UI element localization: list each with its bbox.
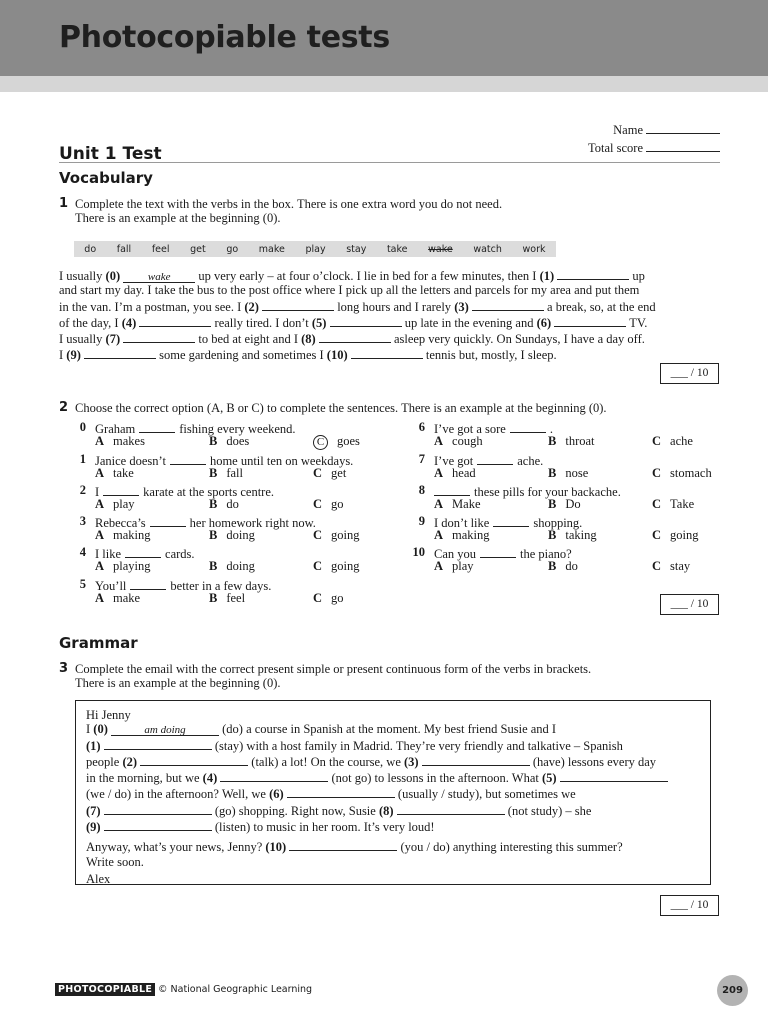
answer-blank[interactable] bbox=[477, 452, 513, 465]
option-a[interactable] bbox=[95, 434, 145, 449]
gap-number: (5) bbox=[541, 771, 557, 786]
option-a[interactable] bbox=[95, 559, 151, 574]
stem-text: I’ve got a sore bbox=[434, 422, 506, 436]
answer-blank[interactable] bbox=[510, 420, 546, 433]
option-text: Take bbox=[670, 497, 695, 511]
answer-blank[interactable] bbox=[130, 577, 166, 590]
text: tennis but, mostly, I sleep. bbox=[425, 348, 557, 363]
exercise-1-text bbox=[59, 267, 721, 363]
section-vocabulary: Vocabulary bbox=[59, 169, 153, 187]
answer-blank[interactable] bbox=[150, 514, 186, 527]
option-a[interactable] bbox=[434, 559, 474, 574]
gap-number: (4) bbox=[202, 771, 218, 786]
option-text: cough bbox=[452, 434, 483, 448]
stem-text: You’ll bbox=[95, 579, 127, 593]
email-text bbox=[86, 708, 698, 886]
stem-text: cards. bbox=[165, 547, 195, 561]
answer-field[interactable] bbox=[140, 753, 248, 766]
stem-text: . bbox=[549, 422, 553, 436]
answer-field[interactable] bbox=[104, 737, 212, 750]
option-letter: B bbox=[209, 559, 218, 573]
example-answer: am doing bbox=[111, 723, 219, 736]
answer-field[interactable] bbox=[104, 802, 212, 815]
title-divider bbox=[59, 162, 720, 163]
option-b[interactable] bbox=[209, 559, 255, 574]
option-letter: C bbox=[652, 559, 662, 573]
gap-number: (9) bbox=[86, 820, 101, 835]
text: (listen) to music in her room. It’s very loud! bbox=[214, 820, 435, 835]
text: up bbox=[632, 269, 645, 283]
option-letter: C bbox=[313, 559, 323, 573]
option-letter: C bbox=[652, 466, 662, 480]
instruction-line: There is an example at the beginning (0). bbox=[75, 211, 281, 225]
option-b[interactable] bbox=[548, 466, 588, 481]
word-box-item: stay bbox=[346, 243, 367, 255]
name-label: Name bbox=[613, 123, 643, 137]
stem-text: her homework right now. bbox=[189, 516, 316, 530]
stem-text: I like bbox=[95, 547, 122, 561]
text: Anyway, what’s your news, Jenny? bbox=[86, 840, 263, 855]
answer-blank[interactable] bbox=[103, 483, 139, 496]
gap-number: (6) bbox=[536, 315, 552, 330]
option-letter: B bbox=[548, 559, 557, 573]
text: (you / do) anything interesting this summer? bbox=[400, 840, 623, 855]
option-text: making bbox=[113, 528, 151, 542]
option-text: head bbox=[452, 466, 476, 480]
option-letter: B bbox=[209, 466, 218, 480]
option-text: ache bbox=[670, 434, 693, 448]
word-box-item: feel bbox=[151, 243, 170, 255]
gap-number: (7) bbox=[105, 332, 121, 347]
stem-text: karate at the sports centre. bbox=[143, 485, 275, 499]
stem-text: home until ten on weekdays. bbox=[209, 454, 354, 468]
answer-blank[interactable] bbox=[434, 483, 470, 496]
option-text: do bbox=[226, 497, 239, 511]
exercise-1-score-box[interactable]: ___ / 10 bbox=[660, 363, 719, 384]
text: and start my day. I take the bus to the post office where I pick up all the letters and parcels for my area and put them bbox=[59, 283, 640, 298]
option-text: stay bbox=[670, 559, 691, 573]
answer-field[interactable] bbox=[422, 753, 530, 766]
question-number: 5 bbox=[79, 577, 86, 591]
option-b[interactable] bbox=[548, 434, 595, 449]
stem-text: fishing every weekend. bbox=[179, 422, 296, 436]
option-c[interactable] bbox=[652, 497, 694, 512]
option-a[interactable] bbox=[434, 466, 476, 481]
option-letter: B bbox=[548, 466, 557, 480]
option-letter: A bbox=[434, 528, 444, 542]
gap-number: (8) bbox=[301, 332, 316, 347]
answer-field[interactable] bbox=[139, 314, 211, 327]
option-text: throat bbox=[565, 434, 595, 448]
question-number: 2 bbox=[79, 483, 86, 497]
answer-field[interactable] bbox=[560, 769, 668, 782]
option-a[interactable] bbox=[95, 466, 134, 481]
stem-text: I bbox=[95, 485, 100, 499]
name-field[interactable] bbox=[646, 121, 720, 134]
option-text: going bbox=[670, 528, 699, 542]
question-number: 8 bbox=[418, 483, 425, 497]
gap-number: (10) bbox=[326, 348, 348, 363]
text: (go) shopping. Right now, Susie bbox=[214, 803, 376, 818]
gap-number: (1) bbox=[86, 738, 101, 753]
text: (we / do) in the afternoon? Well, we bbox=[86, 787, 266, 802]
page-title: Photocopiable tests bbox=[59, 20, 390, 55]
answer-field[interactable] bbox=[84, 346, 156, 359]
gap-number: (2) bbox=[244, 299, 259, 314]
text: (have) lessons every day bbox=[532, 754, 657, 769]
option-text: taking bbox=[565, 528, 597, 542]
text: to bed at eight and I bbox=[198, 332, 298, 347]
text: (talk) a lot! On the course, we bbox=[251, 754, 401, 769]
option-text: take bbox=[113, 466, 134, 480]
option-text: doing bbox=[226, 559, 255, 573]
stem-text: shopping. bbox=[533, 516, 583, 530]
option-letter: B bbox=[209, 434, 218, 448]
publisher-credit: © National Geographic Learning bbox=[158, 984, 313, 995]
option-a[interactable] bbox=[434, 528, 490, 543]
option-b[interactable] bbox=[209, 434, 249, 449]
option-c[interactable] bbox=[313, 466, 346, 481]
option-letter: A bbox=[434, 434, 444, 448]
total-score-label: Total score bbox=[587, 141, 643, 155]
text: up very early – at four o’clock. I lie in bed for a few minutes, then I bbox=[198, 269, 537, 283]
option-text: Make bbox=[452, 497, 481, 511]
word-box-item: do bbox=[84, 243, 97, 255]
option-b[interactable] bbox=[209, 497, 239, 512]
gap-number: (1) bbox=[539, 269, 555, 283]
option-text: fall bbox=[226, 466, 244, 480]
option-letter: C bbox=[313, 497, 323, 511]
text: some gardening and sometimes I bbox=[159, 348, 324, 363]
option-a[interactable] bbox=[95, 497, 135, 512]
option-text: feel bbox=[226, 591, 246, 605]
text: I usually bbox=[59, 269, 103, 283]
example-answer: wake bbox=[123, 270, 195, 283]
option-letter: C bbox=[652, 528, 662, 542]
gap-number: (4) bbox=[121, 315, 137, 330]
option-c[interactable] bbox=[313, 497, 344, 512]
option-text: go bbox=[331, 591, 344, 605]
option-text: make bbox=[113, 591, 141, 605]
option-c[interactable] bbox=[313, 434, 360, 450]
word-box-item: fall bbox=[116, 243, 132, 255]
text: (not study) – she bbox=[507, 803, 592, 818]
answer-field[interactable] bbox=[472, 298, 544, 311]
text: people bbox=[86, 754, 120, 769]
option-text: stomach bbox=[670, 466, 712, 480]
text: (usually / study), but sometimes we bbox=[397, 787, 576, 802]
answer-field[interactable] bbox=[123, 330, 195, 343]
exercise-1-instruction bbox=[75, 197, 502, 225]
option-b[interactable] bbox=[209, 528, 255, 543]
photocopiable-badge: PHOTOCOPIABLE bbox=[55, 983, 155, 996]
instruction-line: There is an example at the beginning (0). bbox=[75, 676, 281, 690]
option-letter: C bbox=[313, 528, 323, 542]
gap-number: (3) bbox=[454, 299, 469, 314]
stem-text: ache. bbox=[517, 454, 544, 468]
word-box-item: get bbox=[190, 243, 206, 255]
option-letter: A bbox=[95, 466, 105, 480]
section-grammar: Grammar bbox=[59, 634, 138, 652]
stem-text: Can you bbox=[434, 547, 477, 561]
exercise-3-score-box[interactable]: ___ / 10 bbox=[660, 895, 719, 916]
answer-field[interactable] bbox=[104, 818, 212, 831]
gap-number: (6) bbox=[269, 787, 284, 802]
text: really tired. I don’t bbox=[214, 315, 309, 330]
text: long hours and I rarely bbox=[337, 299, 452, 314]
text: up late in the evening and bbox=[404, 315, 534, 330]
option-letter: B bbox=[209, 528, 218, 542]
text: I bbox=[86, 722, 91, 737]
stem-text: better in a few days. bbox=[170, 579, 272, 593]
option-text: go bbox=[331, 497, 344, 511]
total-score-field[interactable] bbox=[646, 139, 720, 152]
option-letter: B bbox=[209, 591, 218, 605]
stem-text: these pills for your backache. bbox=[474, 485, 621, 499]
circled-option-letter: C bbox=[313, 435, 328, 450]
stem-text: the piano? bbox=[520, 547, 572, 561]
option-letter: A bbox=[434, 466, 444, 480]
option-text: play bbox=[452, 559, 474, 573]
text: (not go) to lessons in the afternoon. What bbox=[331, 771, 539, 786]
option-letter: A bbox=[434, 497, 444, 511]
exercise-3-instruction bbox=[75, 662, 591, 690]
option-c[interactable] bbox=[313, 559, 360, 574]
exercise-2-score-box[interactable]: ___ / 10 bbox=[660, 594, 719, 615]
text: (stay) with a host family in Madrid. They’re very friendly and talkative – Spanish bbox=[214, 738, 623, 753]
word-box-item: go bbox=[226, 243, 239, 255]
option-text: nose bbox=[565, 466, 589, 480]
option-text: going bbox=[331, 528, 360, 542]
answer-field[interactable] bbox=[319, 330, 391, 343]
page-number: 209 bbox=[717, 975, 748, 1006]
option-b[interactable] bbox=[209, 466, 243, 481]
option-letter: A bbox=[434, 559, 444, 573]
option-letter: A bbox=[95, 434, 105, 448]
option-text: making bbox=[452, 528, 490, 542]
gap-number: (3) bbox=[404, 754, 419, 769]
word-box-item-crossed-out: wake bbox=[428, 243, 453, 255]
option-text: playing bbox=[113, 559, 151, 573]
gap-number: (7) bbox=[86, 803, 101, 818]
text: (do) a course in Spanish at the moment. My best friend Susie and I bbox=[222, 722, 557, 737]
answer-field[interactable] bbox=[351, 346, 423, 359]
option-text: makes bbox=[113, 434, 145, 448]
exercise-number: 2 bbox=[59, 400, 69, 415]
gap-number: (2) bbox=[122, 754, 138, 769]
unit-title: Unit 1 Test bbox=[59, 144, 162, 164]
instruction-line: Complete the text with the verbs in the box. There is one extra word you do not need. bbox=[75, 197, 503, 211]
option-text: play bbox=[113, 497, 135, 511]
word-box bbox=[74, 241, 556, 257]
stem-text: Rebecca’s bbox=[95, 516, 146, 530]
option-letter: B bbox=[548, 528, 557, 542]
text: in the morning, but we bbox=[86, 771, 200, 786]
answer-blank[interactable] bbox=[493, 514, 529, 527]
word-box-item: watch bbox=[473, 243, 502, 255]
option-text: Do bbox=[565, 497, 581, 511]
option-text: get bbox=[331, 466, 347, 480]
text: a break, so, at the end bbox=[547, 299, 656, 314]
option-b[interactable] bbox=[548, 559, 578, 574]
gap-number: (10) bbox=[265, 840, 287, 855]
instruction-line: Complete the email with the correct present simple or present continuous form of the verbs in brackets. bbox=[75, 662, 592, 676]
option-text: does bbox=[226, 434, 250, 448]
option-letter: A bbox=[95, 528, 105, 542]
stem-text: I’ve got bbox=[434, 454, 474, 468]
answer-blank[interactable] bbox=[480, 545, 516, 558]
email-signature: Alex bbox=[86, 871, 111, 886]
text: I bbox=[59, 348, 64, 363]
question-number: 4 bbox=[79, 545, 86, 559]
option-letter: B bbox=[209, 497, 218, 511]
exercise-number: 1 bbox=[59, 196, 69, 211]
text: in the van. I’m a postman, you see. I bbox=[59, 299, 242, 314]
gap-number: (0) bbox=[93, 722, 108, 737]
option-letter: C bbox=[313, 591, 323, 605]
answer-field[interactable] bbox=[289, 838, 397, 851]
question-number: 7 bbox=[418, 452, 425, 466]
option-text: going bbox=[331, 559, 360, 573]
answer-field[interactable] bbox=[287, 785, 395, 798]
option-c[interactable] bbox=[652, 466, 712, 481]
text: TV. bbox=[629, 315, 648, 330]
exercise-number: 3 bbox=[59, 661, 69, 676]
question-number: 3 bbox=[79, 514, 86, 528]
option-c[interactable] bbox=[313, 528, 360, 543]
option-a[interactable] bbox=[434, 497, 481, 512]
option-c[interactable] bbox=[313, 591, 344, 606]
header-strip bbox=[0, 76, 768, 92]
answer-blank[interactable] bbox=[170, 452, 206, 465]
option-text: doing bbox=[226, 528, 255, 542]
stem-text: I don’t like bbox=[434, 516, 490, 530]
option-letter: A bbox=[95, 591, 105, 605]
option-c[interactable] bbox=[652, 559, 690, 574]
answer-field[interactable] bbox=[397, 802, 505, 815]
question-number: 6 bbox=[418, 420, 425, 434]
question-number: 1 bbox=[79, 452, 86, 466]
option-letter: C bbox=[652, 497, 662, 511]
question-number: 9 bbox=[418, 514, 425, 528]
option-c[interactable] bbox=[652, 434, 693, 449]
word-box-item: make bbox=[258, 243, 285, 255]
question-number: 10 bbox=[412, 545, 425, 559]
email-closing: Write soon. bbox=[86, 854, 144, 869]
option-letter: B bbox=[548, 434, 557, 448]
answer-field[interactable] bbox=[557, 267, 629, 280]
gap-number: (0) bbox=[105, 269, 121, 283]
student-info bbox=[588, 121, 720, 157]
gap-number: (8) bbox=[378, 803, 394, 818]
word-box-item: play bbox=[305, 243, 326, 255]
answer-blank[interactable] bbox=[125, 545, 161, 558]
gap-number: (9) bbox=[66, 348, 81, 363]
word-box-item: work bbox=[522, 243, 546, 255]
stem-text: Janice doesn’t bbox=[95, 454, 166, 468]
answer-blank[interactable] bbox=[139, 420, 175, 433]
option-c[interactable] bbox=[652, 528, 699, 543]
answer-field[interactable] bbox=[262, 298, 334, 311]
text: of the day, I bbox=[59, 315, 119, 330]
answer-field[interactable] bbox=[330, 314, 402, 327]
option-text: goes bbox=[337, 434, 360, 448]
option-letter: C bbox=[652, 434, 662, 448]
option-letter: A bbox=[95, 559, 105, 573]
option-a[interactable] bbox=[95, 591, 140, 606]
option-b[interactable] bbox=[548, 497, 581, 512]
gap-number: (5) bbox=[311, 315, 327, 330]
option-letter: C bbox=[313, 466, 323, 480]
email-greeting: Hi Jenny bbox=[86, 708, 131, 722]
option-text: do bbox=[565, 559, 578, 573]
option-b[interactable] bbox=[209, 591, 245, 606]
answer-field[interactable] bbox=[554, 314, 626, 327]
text: asleep very quickly. On Sundays, I have a day off. bbox=[393, 332, 645, 347]
text: I usually bbox=[59, 332, 103, 347]
exercise-2-instruction: Choose the correct option (A, B or C) to complete the sentences. There is an example at the beginning (0). bbox=[75, 401, 607, 415]
word-box-item: take bbox=[386, 243, 408, 255]
option-a[interactable] bbox=[95, 528, 151, 543]
option-b[interactable] bbox=[548, 528, 597, 543]
question-number: 0 bbox=[79, 420, 86, 434]
option-a[interactable] bbox=[434, 434, 483, 449]
answer-field[interactable] bbox=[220, 769, 328, 782]
stem-text: Graham bbox=[95, 422, 136, 436]
option-letter: B bbox=[548, 497, 557, 511]
option-letter: A bbox=[95, 497, 105, 511]
